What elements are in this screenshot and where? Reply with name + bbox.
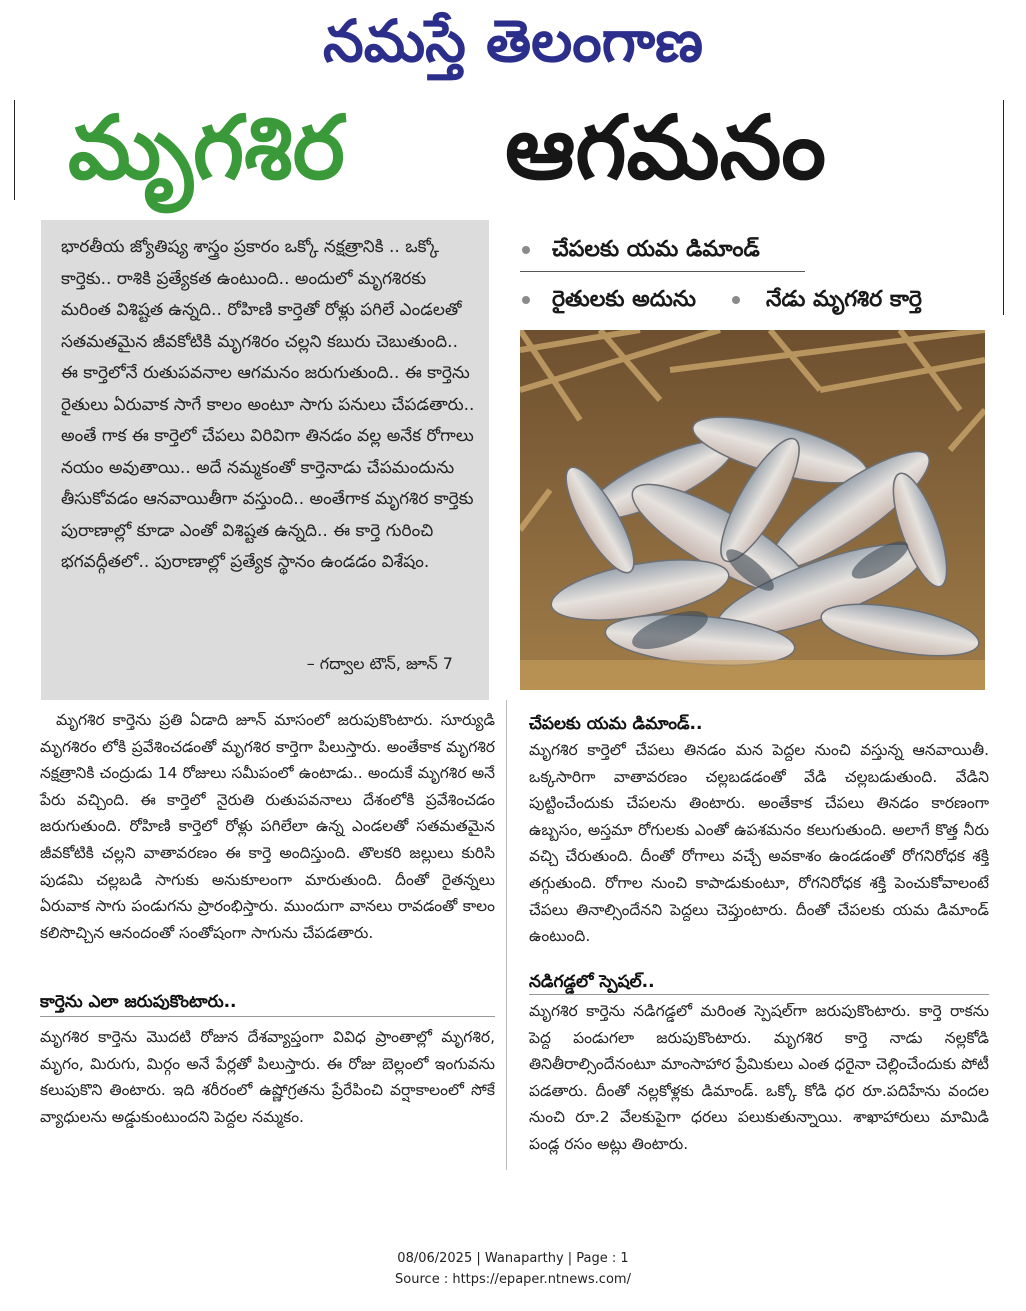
column-divider — [506, 700, 507, 1170]
footer-source: Source : https://epaper.ntnews.com/ — [395, 1272, 631, 1287]
highlight-1 — [522, 232, 760, 268]
footer-line1: 08/06/2025 | Wanaparthy | Page : 1 — [397, 1251, 629, 1266]
header-right-rule — [1003, 100, 1004, 315]
header-left-rule — [14, 100, 15, 200]
headline-black: ఆగమనం — [505, 96, 827, 199]
left-article-para1: మృగశిర కార్తెను ప్రతి ఏడాది జూన్‌ మాసంలో జరుపుకొంటారు. సూర్యుడి మృగశిరం లోకి ప్రవేశించడంతో మృగశిర కార్తెగా పిలుస్తారు. అంతేకాక మృగశిర నక్షత్రానికి చంద్రుడు 14 రోజులు సమీపంలో ఉంటాడు.. అందుకే మృగశిర అనే పేరు వచ్చింది. ఈ కార్తెలో నైరుతి రుతుపవనాలు దేశంలోకి ప్రవేశించడం జరుగుతుంది. రోహిణి కార్తెలో రోళ్లు పగిలేలా ఉన్న ఎండలతో సతమతమైన జీవకోటికి చల్లని వాతావరణం ఈ కార్తె అందిస్తుంది. తొలకరి జల్లులు కురిసి పుడమి చల్లబడి సాగుకు అనుకూలంగా మారుతుంది. దీంతో రైతన్నలు ఏరువాక సాగు పండుగను ప్రారంభిస్తారు. ముందుగా వానలు రావడంతో కాలం కలిసొచ్చిన ఆనందంతో సంతోషంగా సాగును చేపడతారు. — [40, 711, 495, 942]
fish-basket-photo — [520, 330, 985, 690]
headline-green: మృగశిర — [68, 96, 345, 199]
highlight-divider — [520, 271, 805, 272]
bullet-dot — [522, 246, 530, 254]
left-subhead-rule — [40, 1016, 495, 1017]
highlight-2-text: రైతులకు అదును — [552, 287, 696, 312]
right-article-para2: మృగశిర కార్తెను నడిగడ్డలో మరింత స్పెషల్‌గా జరుపుకొంటారు. కార్తె రాకను పెద్ద పండుగలా జరుపుకొంటారు. మృగశిర కార్తె నాడు నల్లకోడి తినితీరాల్సిందేనంటూ మాంసాహార ప్రేమికులు ఎంత ధరైనా చెల్లించేందుకు పోటీ పడతారు. దీంతో నల్లకోళ్లకు డిమాండ్‌. ఒక్కో కోడి ధర రూ.పదిహేను వందల నుంచి రూ.2 వేలకుపైగా ధరలు పలుకుతున్నాయి. శాఖాహారులు మామిడి పండ్ల రసం అట్లు తింటారు. — [529, 1002, 989, 1153]
fish-basket-illustration — [520, 330, 985, 690]
left-article-para2: మృగశిర కార్తెను మొదటి రోజున దేశవ్యాప్తంగా వివిధ ప్రాంతాల్లో మృగశిర, మృగం, మిరుగు, మిర్గం అనే పేర్లతో పిలుస్తారు. ఈ రోజు బెల్లంలో ఇంగువను కలుపుకొని తింటారు. ఇది శరీరంలో ఉష్ణోగ్రతను ప్రేరేపించి వర్షాకాలంలో సోకే వ్యాధులను అడ్డుకుంటుందని పెద్దల నమ్మకం. — [40, 1028, 495, 1126]
highlight-3-text: నేడు మృగశిర కార్తె — [766, 287, 922, 312]
right-article-subhead2: నడిగడ్డలో స్పెషల్‌.. — [529, 972, 655, 992]
right-article-para1: మృగశిర కార్తెలో చేపలు తినడం మన పెద్దల నుంచి వస్తున్న ఆనవాయితీ. ఒక్కసారిగా వాతావరణం చల్లబడడంతో వేడి చల్లబడుతుంది. వేడిని పుట్టించేందుకు చేపలను తింటారు. అంతేకాక చేపలు తినడం కారణంగా ఉబ్బసం, అస్తమా రోగులకు ఎంతో ఉపశమనం కలుగుతుంది. అలాగే కొత్త నీరు వచ్చి చేరుతుంది. దీంతో రోగాలు వచ్చే అవకాశం ఉండడంతో రోగనిరోధక శక్తి తగ్గుతుంది. రోగాల నుంచి కాపాడుకుంటూ, రోగనిరోధక శక్తి పెంచుకోవాలంటే చేపలు తినాల్సిందేనని పెద్దలు చెప్తుంటారు. దీంతో చేపలకు యమ డిమాండ్‌ ఉంటుంది. — [529, 741, 989, 946]
right-subhead-rule — [529, 994, 989, 995]
left-article-subhead: కార్తెను ఎలా జరుపుకొంటారు.. — [40, 992, 237, 1012]
intro-box — [41, 220, 489, 700]
right-article-subhead1: చేపలకు యమ డిమాండ్‌.. — [529, 714, 703, 734]
highlight-1-text: చేపలకు యమ డిమాండ్ — [552, 237, 760, 262]
bullet-dot — [732, 296, 740, 304]
highlight-3 — [732, 282, 922, 318]
highlight-2 — [522, 282, 696, 318]
intro-dateline: – గద్వాల టౌన్‌, జూన్‌ 7 — [306, 654, 453, 673]
masthead-logo: నమస్తే తెలంగాణ — [323, 7, 703, 75]
bullet-dot — [522, 296, 530, 304]
intro-text: భారతీయ జ్యోతిష్య శాస్త్రం ప్రకారం ఒక్కో నక్షత్రానికి .. ఒక్కో కార్తెకు.. రాశికి ప్రత్యేకత ఉంటుంది.. అందులో మృగశిరకు మరింత విశిష్టత ఉన్నది.. రోహిణి కార్తెతో రోళ్లు పగిలే ఎండలతో సతమతమైన జీవకోటికి మృగశిరం చల్లని కబురు చెబుతుంది.. ఈ కార్తెలోనే రుతుపవనాల ఆగమనం జరుగుతుంది.. ఈ కార్తెను రైతులు ఏరువాక సాగే కాలం అంటూ సాగు పనులు చేపడతారు.. అంతే గాక ఈ కార్తెలో చేపలు విరివిగా తినడం వల్ల అనేక రోగాలు నయం అవుతాయి.. అదే నమ్మకంతో కార్తెనాడు చేపమందును తీసుకోవడం ఆనవాయితీగా వస్తుంది.. అంతేగాక మృగశిర కార్తెకు పురాణాల్లో కూడా ఎంతో విశిష్టత ఉన్నది.. ఈ కార్తె గురించి భగవద్గీతలో.. పురాణాల్లో ప్రత్యేక స్థానం ఉండడం విశేషం. — [61, 237, 475, 572]
